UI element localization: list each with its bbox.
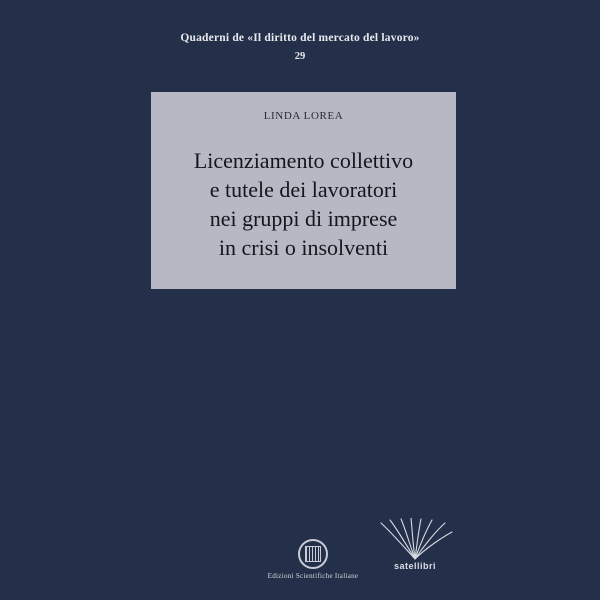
book-title-line: Licenziamento collettivo	[193, 148, 414, 173]
book-title	[180, 146, 427, 262]
series-block	[0, 30, 600, 62]
publisher-logo	[258, 539, 368, 580]
publisher-name: Edizioni Scientifiche Italiane	[267, 572, 359, 580]
title-panel	[151, 92, 456, 289]
series-title: Quaderni de «Il diritto del mercato del lavoro»	[180, 32, 420, 44]
series-number: 29	[294, 51, 306, 63]
author-name: LINDA LOREА	[263, 110, 344, 122]
imprint-name: satellibri	[393, 561, 436, 571]
imprint-logo	[372, 518, 458, 580]
book-title-line: nei gruppi di imprese	[209, 206, 398, 232]
book-title-line: e tutele dei lavoratori	[209, 177, 398, 203]
publisher-area	[0, 508, 600, 588]
book-title-line: in crisi o insolventi	[218, 235, 389, 261]
esi-emblem-icon	[298, 539, 328, 569]
fan-icon	[375, 518, 455, 560]
